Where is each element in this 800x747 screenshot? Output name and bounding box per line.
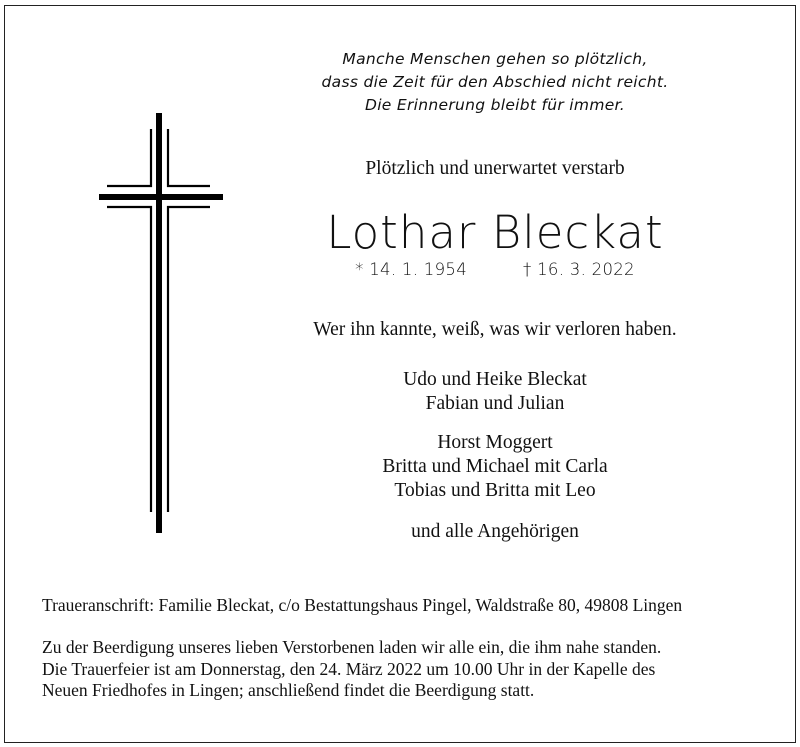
mourner: Horst Moggert: [437, 432, 553, 453]
quote: Wer ihn kannte, weiß, was wir verloren haben.: [313, 319, 677, 340]
motto-line: Manche Menschen gehen so plötzlich,: [342, 50, 648, 68]
mourners-group-1: [240, 368, 750, 416]
death-date: † 16. 3. 2022: [523, 260, 635, 279]
mourner: Tobias und Britta mit Leo: [394, 480, 596, 501]
funeral-line: Die Trauerfeier ist am Donnerstag, den 24. März 2022 um 10.00 Uhr in der Kapelle des: [42, 658, 656, 679]
motto-line: dass die Zeit für den Abschied nicht reicht.: [321, 73, 669, 91]
intro: Plötzlich und unerwartet verstarb: [365, 158, 625, 179]
deceased-name: Lothar Bleckat: [326, 206, 664, 259]
cross-icon: [0, 0, 260, 560]
address: Traueranschrift: Familie Bleckat, c/o Bestattungshaus Pingel, Waldstraße 80, 49808 Lingen: [42, 595, 683, 615]
motto-line: Die Erinnerung bleibt für immer.: [364, 96, 626, 114]
mourner: Britta und Michael mit Carla: [382, 456, 608, 477]
mourner: Fabian und Julian: [425, 393, 565, 414]
dates: [240, 260, 750, 279]
funeral-line: Neuen Friedhofes in Lingen; anschließend findet die Beerdigung statt.: [42, 680, 535, 700]
funeral-line: Zu der Beerdigung unseres lieben Verstorbenen laden wir alle ein, die ihm nahe standen.: [42, 637, 662, 657]
funeral-info: [42, 637, 772, 702]
birth-date: * 14. 1. 1954: [355, 260, 467, 279]
mourners-group-2: [240, 431, 750, 503]
mourners-closing: und alle Angehörigen: [411, 521, 579, 542]
mourner: Udo und Heike Bleckat: [403, 369, 587, 390]
motto: [240, 48, 750, 117]
